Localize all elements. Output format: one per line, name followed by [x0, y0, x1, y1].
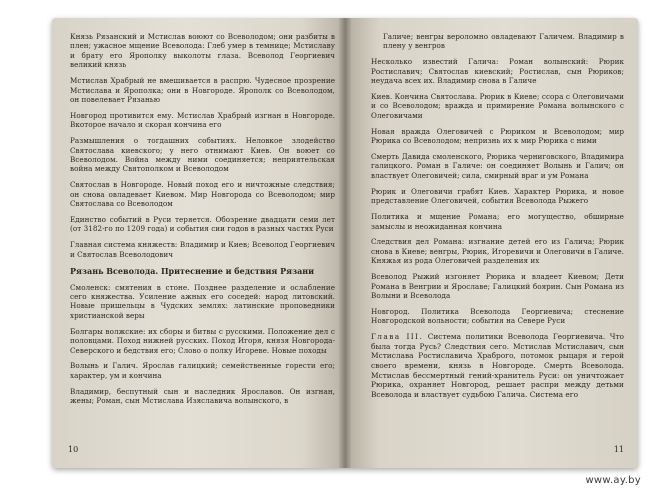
chapter-text: Система политики Всеволода Георгиевича. Что была тогда Русь? Следствия сего. Мстислав Мстиславич, сын Мстислава Ростиславича Храброго, потомок рыцаря и герой своего времени, князь в Новгороде. Смерть Всеволода. Мстислав бессмертный гений-хранитель Руси: он уничтожает Рюрика, охраняет Новгород, решает распри между детьми Всеволода и властвует судьбою Галича. Система его [371, 332, 624, 399]
toc-entry: Святослав в Новгороде. Новый поход его и ничтожные следствия; он снова овладевает Киевом. Мир Новгорода со Всеволодом; мир Святослава со Всеволодом [70, 180, 335, 209]
toc-entry: Мстислав Храбрый не вмешивается в распрю. Чудесное прозрение Мстислава и Ярополка; они в Новгороде. Ярополк со Всеволодом, он повелевает Рязанью [70, 76, 335, 104]
toc-entry: Главная система княжеств: Владимир и Киев; Всеволод Георгиевич и Святослав Всеволодович [70, 240, 335, 259]
toc-entry: Следствия дел Романа: изгнание детей его из Галича; Рюрик снова в Киеве; венгры, Рюрик, Игоревичи и Олеговичи в Галиче. Княжья из рода Олеговичей разделения их [371, 237, 624, 266]
watermark: www.ay.by [585, 475, 641, 486]
toc-entry: Владимир, беспутный сын и наследник Ярославов. Он изгнан, жены; Роман, сын Мстислава Изяславича волынского, в [70, 386, 335, 406]
toc-entry: Смерть Давида смоленского, Рюрика черниговского, Владимира галицкого. Роман в Галиче: он соединяет Волынь и Галич; он властвует Олеговичей; сила, смирный враг и ум Романа [371, 152, 624, 180]
chapter-label: Глава III. [371, 332, 424, 342]
book-gutter [339, 18, 351, 468]
left-page [52, 18, 345, 468]
toc-entry: Болгары волжские: их сборы и битвы с русскими. Положение дел с половцами. Поход нижней русских. Поход Игоря, князя Новгорода-Северского и бедствия его; Слово о полку Игореве. Новые походы [70, 326, 335, 355]
toc-entry: Новгород. Политика Всеволода Георгиевича; стеснение Новгородской вольности; события на Севере Руси [371, 306, 624, 326]
toc-entry: Киев. Кончина Святослава. Рюрик в Киеве; ссора с Олеговичами и со Всеволодом; вражда и примирение Романа волынского с Олеговичами [371, 92, 624, 120]
toc-entry: Новая вражда Олеговичей с Рюриком и Всеволодом; мир Рюрика со Всеволодом; непризнь их к мир Рюрика с ними [371, 126, 624, 146]
page-number-left: 10 [68, 445, 79, 454]
toc-entry: Новгород противится ему. Мстислав Храбрый изгнан в Новгороде. Вкоторое начало и скорая кончина его [70, 110, 335, 130]
toc-entry: Размышления о тогдашних событиях. Неловкое злодейство Святослава киевского; у него отнимают Киев. Он воюет со Всеволодом. Война между ними соединяется; неприятельская война между Святополком и Всеволодом [70, 136, 335, 174]
section-heading: Рязань Всеволода. Притеснение и бедствия Рязани [70, 265, 315, 276]
right-entries-list [371, 32, 624, 326]
toc-entry: Князь Рязанский и Мстислав воюют со Всеволодом; они разбиты в плен; ужасное мщение Всеволода: Глеб умер в темнице; Мстиславу и брату его Ярополку выколоты глаза. Всеволод Георгиевич великий князь [70, 32, 335, 70]
toc-entry: Галиче; венгры вероломно овладевают Галичем. Владимир в плену у венгров [383, 32, 624, 51]
left-entries-list [70, 32, 335, 259]
right-page [345, 18, 638, 468]
open-book [52, 18, 638, 468]
toc-entry: Волынь и Галич. Ярослав галицкий; семейственные горести его; характер, ум и кончина [70, 361, 335, 380]
chapter-summary [371, 332, 624, 399]
left-entries-list-2 [70, 283, 335, 406]
toc-entry: Рюрик и Олеговичи грабят Киев. Характер Рюрика, и новое представление Олеговичей, события Всеволода Рыжего [371, 186, 624, 206]
page-number-right: 11 [613, 445, 624, 454]
toc-entry: Единство событий в Руси теряется. Обозрение двадцати семи лет (от 3182-го по 1209 года) и события сии годов в разных частях Руси [70, 215, 335, 234]
toc-entry: Всеволод Рыжий изгоняет Рюрика и владеет Киевом; Дети Романа в Венгрии и Ярославе; Галицкий боярин. Сын Романа из Волыни и Всеволода [371, 272, 624, 300]
toc-entry: Смоленск: смятения в стоне. Позднее разделение и ослабление сего княжества. Усиление ажных его соседей: народ литовский. Новые пришельцы в Чудских землях: латинские проповедники христианской веры [70, 282, 335, 320]
toc-entry: Политика и мщение Романа; его могущество, обширные замыслы и неожиданная кончина [371, 212, 624, 231]
toc-entry: Несколько известий Галича: Роман волынский: Рюрик Ростиславич; Святослав киевский; Ростислав, сын Рюриков; неудача всех их. Владимир снова в Галиче [371, 57, 624, 86]
